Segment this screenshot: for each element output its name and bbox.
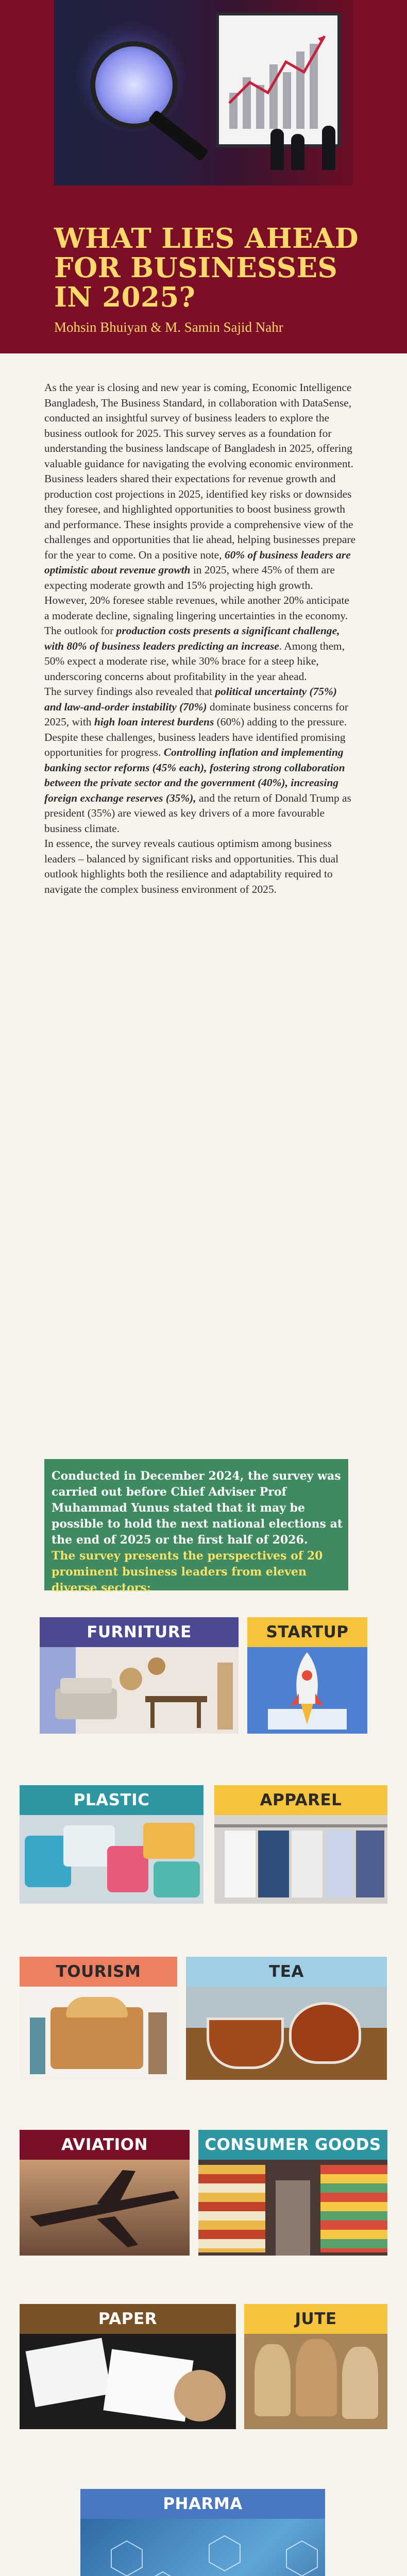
sector-card-furniture [40,1617,239,1734]
sector-label: AVIATION [20,2130,190,2160]
headline: WHAT LIES AHEAD FOR BUSINESSES IN 2025? [54,223,359,313]
sector-label: JUTE [244,2304,387,2334]
callout-note: Conducted in December 2024, the survey was carried out before Chief Adviser Prof Muhammad Yunus stated that it may be possible to hold the next national elections at the end of 2025 or the first half of 2026. [52,1469,343,1547]
sector-card-startup [247,1617,367,1734]
sector-label: TOURISM [20,1957,177,1987]
magnifier-icon [90,41,178,129]
sector-card-tea [186,1957,387,2080]
sector-card-apparel [214,1785,387,1904]
sector-card-consumer-goods [198,2130,387,2256]
byline: Mohsin Bhuiyan & M. Samin Sajid Nahr [54,319,283,335]
callout-highlight: The survey presents the perspectives of 20 prominent business leaders from eleven diverse sectors: [52,1549,323,1595]
paragraph: The survey findings also revealed that political uncertainty (75%) and law-and-order instability (70%) dominate business concerns for 2025, with high loan interest burdens (60%) adding to the pressure. [44,685,348,728]
sector-card-tourism [20,1957,177,2080]
sector-card-plastic [20,1785,204,1904]
paragraph: In essence, the survey reveals cautious optimism among business leaders – balanced by significant risks and opportunities. This dual outlook highlights both the resilience and adaptability required to navigate the complex business environment of 2025. [44,837,339,895]
chart-board-illustration [219,15,337,144]
paragraph: As the year is closing and new year is coming, Economic Intelligence Bangladesh, The Business Standard, in collaboration with DataSense, conducted an insightful survey of business leaders to explore the business outlook for 2025. This survey serves as a foundation for understanding the business landscape of Bangladesh in 2025, offering valuable guidance for navigating the evolving economic environment. Business leaders shared their expectations for revenue growth and production cost projections in 2025, identified key risks or downsides they foresee, and highlighted opportunities to boost business growth and performance. These insights provide a comprehensive view of the challenges and opportunities that lie ahead, helping businesses prepare for the year to come. On a positive note, 60% of business leaders are optimistic about revenue growth in 2025, where 45% of them are expecting moderate growth and 15% projecting high growth. However, 20% foresee stable revenues, while another 20% anticipate a moderate decline, signaling lingering uncertainties in the economy. [44,381,356,622]
survey-callout [44,1459,348,1595]
sector-label: PAPER [20,2304,236,2334]
sector-label: PLASTIC [20,1785,204,1815]
sector-label: TEA [186,1957,387,1987]
sector-card-aviation [20,2130,190,2256]
sector-label: PHARMA [80,2489,325,2519]
hero-illustration [54,0,353,185]
sector-label: FURNITURE [40,1617,239,1647]
sector-card-pharma [80,2489,325,2576]
paragraph: The outlook for production costs presents a significant challenge, with 80% of business leaders predicting an increase. Among them, 50% expect a moderate rise, while 30% brace for a steep hike, underscoring concerns about profitability in the year ahead. [44,624,345,683]
sector-label: STARTUP [247,1617,367,1647]
sector-label: APPAREL [214,1785,387,1815]
sector-card-paper [20,2304,236,2429]
paragraph: Despite these challenges, business leaders have identified promising opportunities for progress. Controlling inflation and implementing banking sector reforms (45% each), fostering strong collaboration between the private sector and the government (40%), increasing foreign exchange reserves (35%), and the return of Donald Trump as president (35%) are viewed as key drivers of a more favourable business climate. [44,731,351,835]
sector-card-jute [244,2304,387,2429]
hero-banner [0,0,407,353]
article-body [44,380,356,897]
sector-label: CONSUMER GOODS [198,2130,387,2160]
